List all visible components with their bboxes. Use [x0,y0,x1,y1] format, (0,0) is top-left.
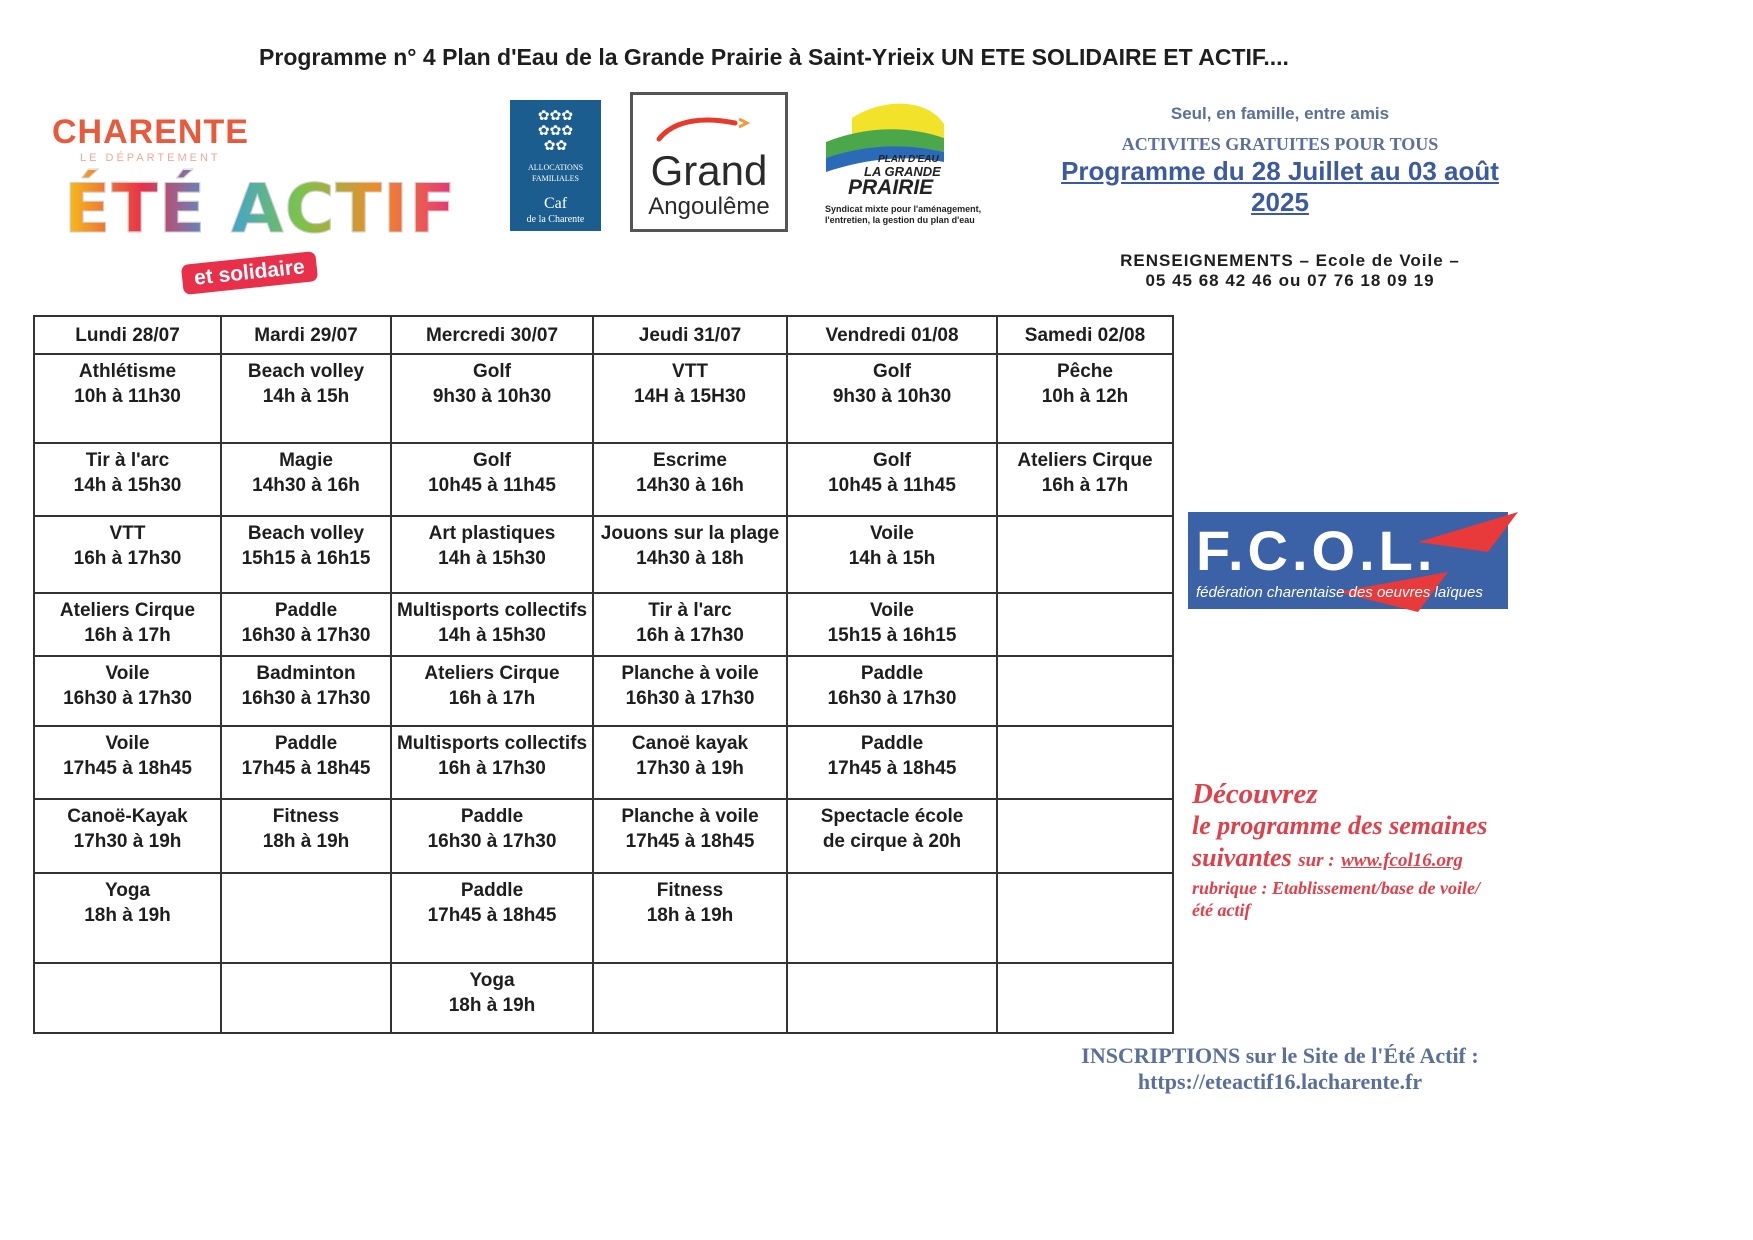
activity-name: VTT [109,523,146,544]
day-header: Vendredi 01/08 [787,316,997,354]
schedule-cell [391,799,593,873]
activity-time: 16h30 à 17h30 [63,688,192,709]
activity-name: Canoë-Kayak [67,806,188,827]
schedule-cell [997,873,1173,963]
schedule-cell [221,593,391,656]
schedule-cell [221,656,391,726]
activity-time: 14h30 à 16h [252,475,360,496]
schedule-cell [787,516,997,593]
renseignements-phone: 05 45 68 42 46 ou 07 76 18 09 19 [1145,271,1435,290]
inscriptions-line1: INSCRIPTIONS sur le Site de l'Été Actif : [1081,1043,1479,1068]
activity-time: 10h45 à 11h45 [828,475,956,496]
activity-name: Voile [870,523,914,544]
day-header: Mercredi 30/07 [391,316,593,354]
activity-time: 9h30 à 10h30 [432,386,552,407]
activity-name: Canoë kayak [631,733,749,754]
schedule-cell [787,593,997,656]
page-title: Programme n° 4 Plan d'Eau de la Grande Prairie à Saint-Yrieix UN ETE SOLIDAIRE ET ACTIF.... [259,44,1289,70]
activity-name: Badminton [256,663,356,684]
schedule-cell [787,656,997,726]
activity-time: 16h à 17h30 [73,548,182,569]
schedule-cell [391,656,593,726]
activity-time: 15h15 à 16h15 [827,625,957,646]
activity-name: Athlétisme [78,361,177,382]
activity-name: Fitness [272,806,340,827]
schedule-cell [997,726,1173,799]
grand-angouleme-line1: Grand [650,147,768,194]
schedule-cell [997,443,1173,516]
decouvrez-block [1192,778,1542,921]
activity-name: Escrime [653,450,727,471]
activity-time: 14h à 15h [848,548,936,569]
schedule-cell [34,354,221,443]
charente-logo-name: CHARENTE [52,113,249,151]
grand-angouleme-line2: Angoulême [648,193,770,220]
schedule-cell [391,443,593,516]
activity-name: Tir à l'arc [648,600,732,621]
schedule-cell [221,516,391,593]
schedule-row [34,656,1173,726]
swoosh-icon [655,113,765,143]
day-header: Samedi 02/08 [997,316,1173,354]
decouvrez-suivantes: suivantes [1192,843,1292,872]
activity-name: Paddle [860,733,924,754]
schedule-cell [593,593,787,656]
caf-logo [510,100,601,231]
activity-name: Yoga [104,880,151,901]
activity-time: 16h30 à 17h30 [827,688,957,709]
decouvrez-sur: sur : [1298,850,1335,871]
plan-eau-line3: PRAIRIE [848,176,934,199]
activity-name: Ateliers Cirque [1017,450,1153,471]
schedule-cell [221,963,391,1033]
activity-time: 17h45 à 18h45 [427,905,557,926]
activity-time: 14h30 à 18h [636,548,744,569]
fcol-logo-sub: fédération charentaise des oeuvres laïques [1196,584,1483,601]
activity-time: 9h30 à 10h30 [832,386,952,407]
activity-name: Beach volley [247,523,365,544]
schedule-row [34,873,1173,963]
schedule-cell [997,799,1173,873]
activity-name: Magie [279,450,333,471]
activity-name: Ateliers Cirque [59,600,196,621]
activity-name: Golf [473,450,511,471]
activity-time: 16h30 à 17h30 [241,688,371,709]
schedule-row [34,443,1173,516]
caf-people-icon: ✿✿✿ ✿✿✿ ✿✿ [537,107,574,153]
activity-name: Jouons sur la plage [600,523,780,544]
activity-time: 14h à 15h30 [73,475,182,496]
activity-time: 16h à 17h [84,625,171,646]
activity-time: 10h à 11h30 [74,386,181,407]
charente-ete-actif-logo [52,108,462,303]
schedule-cell [221,873,391,963]
schedule-cell [787,799,997,873]
activity-name: Voile [870,600,914,621]
activity-time: 18h à 19h [448,995,536,1016]
schedule-cell [593,963,787,1033]
schedule-cell [34,963,221,1033]
decouvrez-line3 [1192,842,1542,877]
fcol-website-link[interactable]: www.fcol16.org [1341,850,1463,871]
caf-logo-bottom: de la Charente [526,214,585,225]
schedule-cell [593,873,787,963]
schedule-cell [997,516,1173,593]
activity-time: 16h30 à 17h30 [427,831,557,852]
inscriptions [1020,1043,1540,1095]
renseignements-line1: RENSEIGNEMENTS – Ecole de Voile – [1120,251,1460,270]
schedule-cell [593,799,787,873]
activity-name: Planche à voile [621,663,759,684]
charente-logo-sub: LE DÉPARTEMENT [80,152,221,164]
schedule-cell [34,656,221,726]
schedule-cell [593,726,787,799]
activity-time: 10h45 à 11h45 [428,475,556,496]
activity-time: 14h à 15h30 [438,625,546,646]
activites-gratuites: ACTIVITES GRATUITES POUR TOUS [1121,134,1439,154]
schedule-cell [391,354,593,443]
activity-name: Yoga [469,970,515,991]
activity-name: Paddle [860,663,924,684]
activity-time: 17h45 à 18h45 [625,831,755,852]
decouvrez-line4: rubrique : Etablissement/base de voile/ [1192,878,1480,898]
schedule-cell [221,799,391,873]
activity-time: 16h à 17h [448,688,536,709]
plan-eau-grande-prairie-logo [822,98,1007,233]
activity-name: Paddle [460,880,524,901]
activity-time: 15h15 à 16h15 [241,548,371,569]
schedule-cell [391,726,593,799]
day-header: Mardi 29/07 [221,316,391,354]
activity-time: 14h à 15h [262,386,350,407]
inscriptions-url[interactable]: https://eteactif16.lacharente.fr [1137,1069,1423,1094]
et-solidaire-badge: et solidaire [181,251,318,295]
activity-time: 16h30 à 17h30 [625,688,755,709]
decouvrez-line2: le programme des semaines [1192,811,1488,840]
activity-name: Beach volley [247,361,365,382]
schedule-cell [997,354,1173,443]
activity-name: Golf [473,361,511,382]
schedule-cell [593,516,787,593]
schedule-cell [34,873,221,963]
activity-time: 17h30 à 19h [73,831,182,852]
activity-name: Tir à l'arc [85,450,170,471]
activity-time: 18h à 19h [646,905,734,926]
schedule-cell [221,354,391,443]
activity-time: 16h à 17h [1041,475,1129,496]
activity-name: Ateliers Cirque [424,663,560,684]
plan-eau-line1: PLAN D'EAU [878,154,939,165]
activity-name: Multisports collectifs [396,733,588,754]
activity-time: 17h45 à 18h45 [63,758,192,779]
activity-time: 17h45 à 18h45 [827,758,957,779]
activity-time: 17h45 à 18h45 [241,758,371,779]
decouvrez-line5: été actif [1192,900,1251,920]
schedule-row [34,799,1173,873]
schedule-cell [593,443,787,516]
activity-name: Planche à voile [621,806,759,827]
activity-time: 10h à 12h [1041,386,1129,407]
schedule-cell [221,726,391,799]
activity-name: Fitness [656,880,724,901]
activity-time: 16h à 17h30 [438,758,546,779]
schedule-cell [997,656,1173,726]
fcol-logo-letters: F.C.O.L. [1196,519,1437,582]
activity-name: Golf [873,450,911,471]
activity-name: Spectacle école [820,806,964,827]
activity-name: Voile [105,663,150,684]
schedule-cell [34,443,221,516]
activity-time: 16h30 à 17h30 [241,625,371,646]
schedule-cell [34,799,221,873]
programme-dates: Programme du 28 Juillet au 03 août 2025 [1061,156,1499,217]
plan-eau-line2: LA GRANDE [864,164,941,179]
schedule-cell [391,593,593,656]
schedule-cell [787,354,997,443]
schedule-cell [593,354,787,443]
day-header: Lundi 28/07 [34,316,221,354]
activity-name: VTT [672,361,708,382]
day-header: Jeudi 31/07 [593,316,787,354]
activity-time: 16h à 17h30 [636,625,744,646]
schedule-cell [34,516,221,593]
schedule-cell [787,963,997,1033]
schedule-cell [997,593,1173,656]
ete-actif-logo-text: ÉTÉ ACTIF [64,170,457,249]
fcol-logo [1188,512,1518,612]
schedule-cell [34,593,221,656]
schedule-cell [593,656,787,726]
schedule-row [34,726,1173,799]
schedule-cell [34,726,221,799]
schedule-row [34,593,1173,656]
schedule-cell [391,516,593,593]
schedule-cell [787,726,997,799]
schedule-row [34,963,1173,1033]
schedule-cell [997,963,1173,1033]
schedule-row [34,354,1173,443]
activity-name: Art plastiques [428,523,556,544]
activity-name: Pêche [1057,361,1113,382]
activity-time: 14h30 à 16h [636,475,744,496]
activity-name: Multisports collectifs [396,600,588,621]
schedule-row [34,516,1173,593]
activity-time: de cirque à 20h [822,831,962,852]
decouvrez-line1: Découvrez [1192,778,1318,810]
activity-name: Paddle [274,733,338,754]
activity-time: 18h à 19h [262,831,350,852]
caf-logo-name: Caf [543,195,568,212]
plan-eau-syndicat: Syndicat mixte pour l'aménagement, l'entretien, la gestion du plan d'eau [825,204,982,225]
activity-name: Voile [105,733,150,754]
activity-name: Golf [873,361,911,382]
grand-angouleme-logo [630,92,788,232]
caf-logo-top: ALLOCATIONS FAMILIALES [527,163,584,183]
activity-time: 14h à 15h30 [438,548,546,569]
schedule-header-row [34,316,1173,354]
renseignements [1060,251,1520,291]
schedule-table [33,315,1174,1034]
schedule-cell [391,873,593,963]
schedule-cell [391,963,593,1033]
schedule-cell [787,873,997,963]
tagline: Seul, en famille, entre amis [1170,104,1390,123]
activity-time: 17h30 à 19h [636,758,744,779]
activity-name: Paddle [460,806,524,827]
activity-time: 14H à 15H30 [634,386,746,407]
activity-name: Paddle [274,600,338,621]
schedule-cell [787,443,997,516]
schedule-cell [221,443,391,516]
activity-time: 18h à 19h [84,905,171,926]
